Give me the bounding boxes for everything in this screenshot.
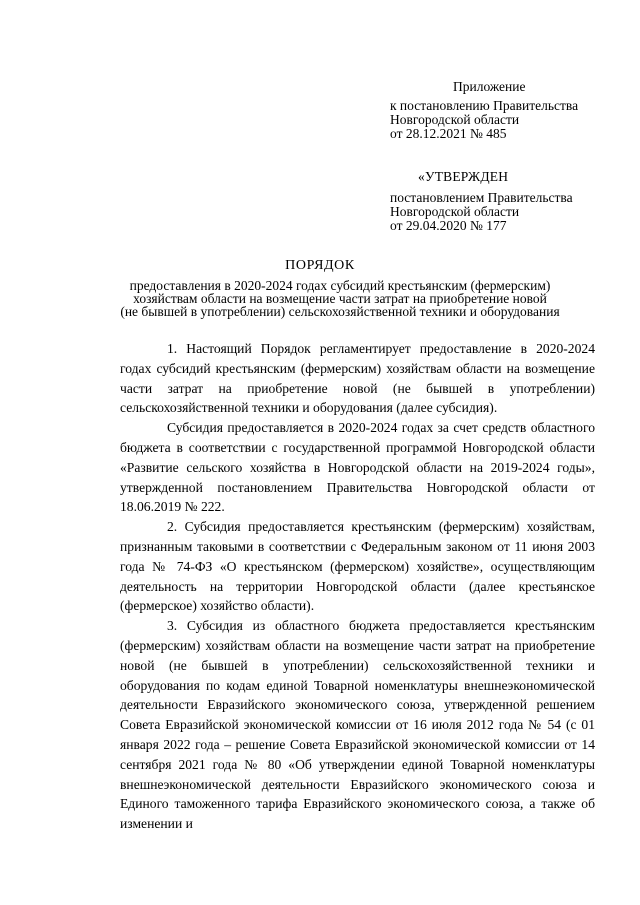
appendix-line: к постановлению Правительства [390, 98, 579, 113]
subtitle-line: (не бывшей в употреблении) сельскохозяйственной техники и оборудования [120, 304, 560, 319]
appendix-line: Новгородской области [390, 112, 520, 127]
appendix-block [390, 80, 620, 141]
approval-title: «УТВЕРЖДЕН [418, 169, 509, 184]
body-paragraph: Субсидия предоставляется в 2020-2024 годах за счет средств областного бюджета в соответствии с государственной программой Новгородской области «Развитие сельского хозяйства в Новгородской области на 2019-2024 годы», утвержденной постановлением Правительства Новгородской области от 18.06.2019 № 222. [120, 420, 595, 515]
document-body [120, 339, 595, 834]
document-subtitle [100, 279, 580, 318]
body-paragraph: 3. Субсидия из областного бюджета предоставляется крестьянским (фермерским) хозяйствам области на возмещение части затрат на приобретение новой (не бывшей в употреблении) сельскохозяйственной техники и оборудования по кодам единой Товарной номенклатуры внешнеэкономической деятельности Евразийского экономического союза, утвержденной решением Совета Евразийской экономической комиссии от 16 июля 2012 года № 54 (с 01 января 2022 года – решение Совета Евразийской экономической комиссии от 14 сентября 2021 года № 80 «Об утверждении единой Товарной номенклатуры внешнеэкономической деятельности Евразийского экономического союза и Единого таможенного тарифа Евразийского экономического союза, а также об изменении и [120, 618, 595, 832]
body-paragraph: 1. Настоящий Порядок регламентирует предоставление в 2020-2024 годах субсидий крестьянским (фермерским) хозяйствам области на возмещение части затрат на приобретение новой (не бывшей в употреблении) сельскохозяйственной техники и оборудования (далее субсидия). [120, 341, 595, 416]
subtitle-line: хозяйствам области на возмещение части затрат на приобретение новой [133, 291, 547, 306]
document-heading: ПОРЯДОК [285, 258, 355, 273]
subtitle-line: предоставления в 2020-2024 годах субсидий крестьянским (фермерским) [129, 278, 551, 293]
approval-line: Новгородской области [390, 204, 520, 219]
approval-line: от 29.04.2020 № 177 [390, 218, 507, 233]
body-paragraph: 2. Субсидия предоставляется крестьянским (фермерским) хозяйствам, признанным таковыми в соответствии с Федеральным законом от 11 июня 2003 года № 74-ФЗ «О крестьянском (фермерском) хозяйстве», осуществляющим деятельность на территории Новгородской области (далее крестьянское (фермерское) хозяйство области). [120, 519, 595, 614]
appendix-line: от 28.12.2021 № 485 [390, 126, 507, 141]
approval-line: постановлением Правительства [390, 190, 573, 205]
approval-block [390, 170, 620, 233]
appendix-title: Приложение [453, 79, 526, 94]
